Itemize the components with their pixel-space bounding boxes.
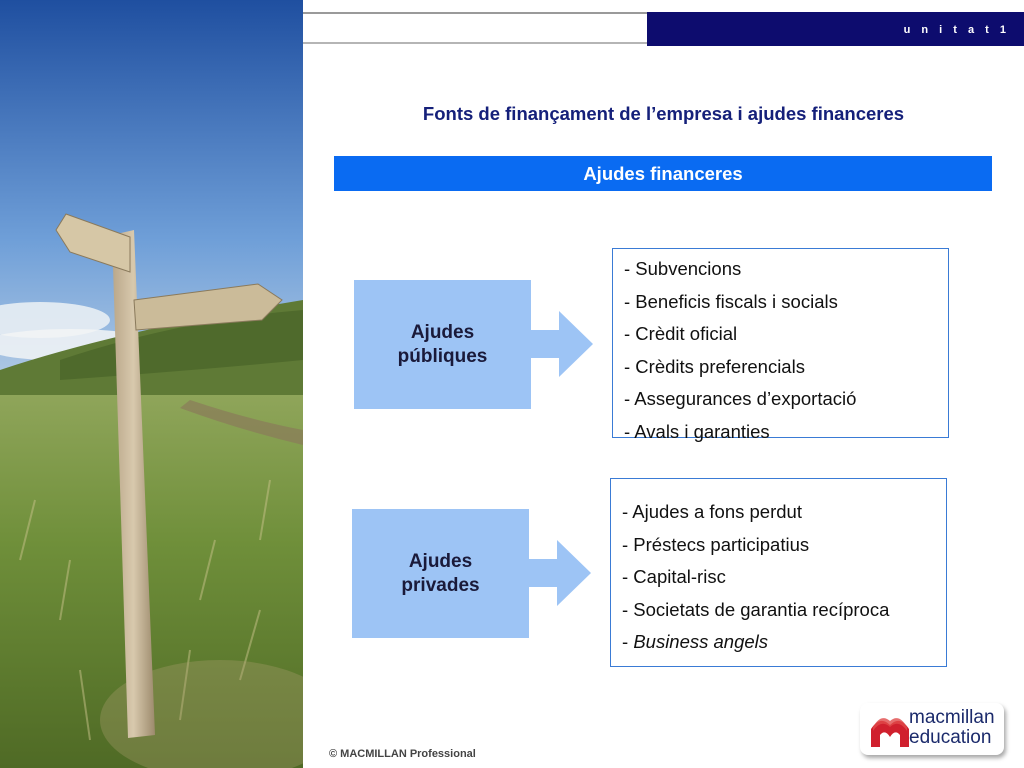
list-item-prefix: -: [622, 631, 634, 652]
list-item: [622, 626, 946, 659]
logo-wordmark: [909, 708, 995, 748]
list-item: - Assegurances d’exportació: [624, 388, 857, 409]
list-item-italic: Business angels: [633, 631, 769, 652]
logo-line1: macmillan: [909, 707, 995, 728]
unit-label: u n i t a t 1: [903, 24, 1010, 36]
private-aid-list: [610, 478, 947, 667]
private-aid-label-line1: Ajudes: [408, 550, 473, 572]
list-item: - Préstecs participatius: [622, 533, 810, 555]
macmillan-logo-icon: [871, 711, 909, 747]
list-item: - Beneficis fiscals i socials: [624, 290, 838, 312]
list-item: - Ajudes a fons perdut: [622, 501, 802, 522]
list-item: - Avals i garanties: [624, 420, 770, 442]
list-item: - Crèdit oficial: [624, 323, 738, 344]
list-item: - Subvencions: [624, 258, 742, 279]
header-left-strip: [303, 14, 647, 44]
section-title-bar: Ajudes financeres: [334, 156, 992, 191]
right-arrow-icon: [529, 540, 591, 606]
public-aid-list: [612, 248, 949, 442]
list-item: - Societats de garantia recíproca: [622, 598, 890, 620]
logo-line2: education: [909, 727, 992, 748]
list-item: - Capital-risc: [622, 566, 726, 587]
page-title: Fonts de finançament de l’empresa i ajudes financeres: [422, 103, 905, 124]
header-unit-bar: [647, 12, 1024, 46]
public-aid-label-line2: públiques: [397, 345, 488, 367]
list-item: - Crèdits preferencials: [624, 355, 805, 377]
public-aid-box: [354, 280, 531, 409]
private-aid-label-line2: privades: [401, 574, 480, 596]
public-aid-label-line1: Ajudes: [410, 321, 475, 343]
macmillan-logo: [860, 703, 1004, 755]
copyright-text: © MACMILLAN Professional: [329, 748, 476, 760]
right-arrow-icon: [531, 311, 593, 377]
signpost-landscape-photo: [0, 0, 303, 768]
private-aid-box: [352, 509, 529, 638]
